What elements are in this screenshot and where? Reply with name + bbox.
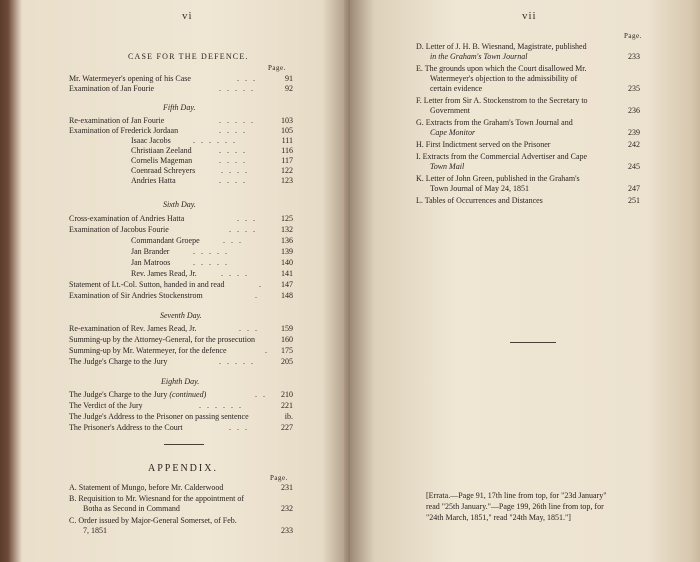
day-heading: Seventh Day. xyxy=(160,311,202,320)
appendix-entry-text: K. Letter of John Green, published in the Graham's xyxy=(416,174,580,183)
toc-entry-text: Commandant Groepe xyxy=(131,236,200,245)
toc-entry-text: Statement of Lt.-Col. Sutton, handed in and read xyxy=(69,280,225,289)
toc-entry-text: Mr. Watermeyer's opening of his Case xyxy=(69,74,191,83)
toc-entry-page: 116 xyxy=(281,146,293,155)
section-divider xyxy=(164,444,204,445)
toc-entry-text: Re-examination of Jan Fourie xyxy=(69,116,165,125)
toc-entry-page: 117 xyxy=(281,156,293,165)
page-number-right: vii xyxy=(522,10,537,22)
appendix-entry-page: 251 xyxy=(628,196,640,205)
toc-entry-text: Rev. James Read, Jr. xyxy=(131,269,197,278)
toc-entry-text: Examination of Sir Andries Stockenstrom xyxy=(69,291,203,300)
appendix-entry-text: Watermeyer's objection to the admissibility of xyxy=(430,74,578,83)
errata-note xyxy=(426,490,680,523)
left-page: vi CASE FOR THE DEFENCE. Page. Mr. Watermeyer's opening of his Case ... 91 Examination of Jan Fourie ..... 92 Fifth Day. Re-examination of Jan Fourie ..... 103 Examination of Frederick Jordaan .... 105 Isaac Jacobs ...... 111 Christiaan Zeeland .... 116 Cornelis Mageman .... 117 Coenraad Schreyers .... 122 Andries Hatta .... 123 Sixth Day. Cross-examination of Andries Hatta ... 125 Examination of Jacobus Fourie .... 132 Commandant Groepe ... 136 Jan Brander ..... 139 Jan Matroos ..... 140 Rev. James Read, Jr. .... 141 Statement of Lt.-Col. Sutton, handed in and read . 147 Examination of Sir Andries Stockenstrom . 148 Seventh Day. Re-examination of Rev. James Read, Jr. ... 159 Summing-up by the Attorney-General, for the prosecution 160 Summing-up by Mr. Watermeyer, for the defence . 175 The Judge's Charge to the Jury ..... 205 Eighth Day. The Judge's Charge to the Jury (continued) .. 210 The Verdict of the Jury ...... 221 The Judge's Address to the Prisoner on passing sentence ib. The Prisoner's Address to the Court ... 227 APPENDIX. Page. A. Statement of Mungo, before Mr. Calderwood 231 B. Requisition to Mr. Wiesnand for the appointment of Botha as Second in Command 232 C. Order issued by Major-General Somerset, of Feb. 7, 1851 233 xyxy=(0,0,350,562)
toc-entry-text: Jan Matroos xyxy=(131,258,171,267)
toc-entry-page: 140 xyxy=(281,258,293,267)
appendix-entry-text: Town Mail xyxy=(430,162,465,171)
day-heading: Eighth Day. xyxy=(161,377,200,386)
appendix-entry-text: D. Letter of J. H. B. Wiesnand, Magistrate, published xyxy=(416,42,587,51)
appendix-entry-page: 233 xyxy=(281,526,293,535)
toc-entry-page: ib. xyxy=(284,412,293,421)
day-heading: Sixth Day. xyxy=(163,200,196,209)
appendix-entry xyxy=(69,494,293,514)
appendix-entry xyxy=(416,64,640,94)
appendix-entry-page: 239 xyxy=(628,128,640,137)
appendix-entry-text: Town Journal of May 24, 1851 xyxy=(430,184,529,193)
toc-entry-page: 160 xyxy=(281,335,293,344)
toc-entry-page: 141 xyxy=(281,269,293,278)
appendix-entry xyxy=(416,42,640,62)
toc-entry-page: 148 xyxy=(281,291,293,300)
toc-entry-page: 122 xyxy=(281,166,293,175)
appendix-title: APPENDIX. xyxy=(148,463,218,474)
errata-line: read "25th January."—Page 199, 26th line from top, for xyxy=(426,502,604,511)
toc-entry-text: Re-examination of Rev. James Read, Jr. xyxy=(69,324,197,333)
toc-entry-page: 210 xyxy=(281,390,293,399)
day-heading: Fifth Day. xyxy=(163,103,196,112)
toc-entry-page: 125 xyxy=(281,214,293,223)
appendix-entry-text: I. Extracts from the Commercial Advertiser and Cape xyxy=(416,152,588,161)
appendix-entry-text: B. Requisition to Mr. Wiesnand for the appointment of xyxy=(69,494,245,503)
toc-entry-page: 147 xyxy=(281,280,293,289)
toc-entry-page: 105 xyxy=(281,126,293,135)
appendix-entry-page: 232 xyxy=(281,504,293,513)
appendix-entry-text: A. Statement of Mungo, before Mr. Calderwood xyxy=(69,483,224,492)
toc-entry-text: Isaac Jacobs xyxy=(131,136,171,145)
toc-entry-text: The Verdict of the Jury xyxy=(69,401,143,410)
toc-entry-text: Summing-up by the Attorney-General, for the prosecution xyxy=(69,335,255,344)
appendix-entry xyxy=(416,196,640,206)
toc-entry-text: The Prisoner's Address to the Court xyxy=(69,423,183,432)
toc-entry-text: Jan Brander xyxy=(131,247,170,256)
appendix-entry xyxy=(416,96,640,116)
toc-entry-text: Examination of Frederick Jordaan xyxy=(69,126,179,135)
appendix-entry xyxy=(416,118,640,138)
toc-entry-page: 136 xyxy=(281,236,293,245)
toc-entry-text: The Judge's Charge to the Jury (continued) xyxy=(69,390,207,399)
appendix-entry xyxy=(69,483,293,493)
appendix-entry-text: G. Extracts from the Graham's Town Journal and xyxy=(416,118,573,127)
appendix-entry-page: 231 xyxy=(281,483,293,492)
section-title: CASE FOR THE DEFENCE. xyxy=(128,52,249,61)
page-column-heading: Page. xyxy=(624,32,642,40)
toc-entry-page: 132 xyxy=(281,225,293,234)
appendix-entry-text: F. Letter from Sir A. Stockenstrom to the Secretary to xyxy=(416,96,588,105)
toc-entry-page: 92 xyxy=(285,84,293,93)
toc-entry-page: 103 xyxy=(281,116,293,125)
appendix-entry-page: 247 xyxy=(628,184,640,193)
appendix-entry-text: L. Tables of Occurrences and Distances xyxy=(416,196,543,205)
appendix-entry-text: certain evidence xyxy=(430,84,483,93)
toc-entry-text: Christiaan Zeeland xyxy=(131,146,192,155)
appendix-entry xyxy=(416,140,640,150)
toc-entry-page: 123 xyxy=(281,176,293,185)
toc-entry-page: 205 xyxy=(281,357,293,366)
toc-entry-page: 111 xyxy=(281,136,293,145)
appendix-entry-text: E. The grounds upon which the Court disallowed Mr. xyxy=(416,64,587,73)
appendix-entry-page: 235 xyxy=(628,84,640,93)
appendix-entry-text: Cape Monitor xyxy=(430,128,476,137)
toc-entry-page: 227 xyxy=(281,423,293,432)
toc-entry-text: Coenraad Schreyers xyxy=(131,166,196,175)
appendix-entry-page: 242 xyxy=(628,140,640,149)
right-page xyxy=(350,0,700,562)
appendix-entry-page: 236 xyxy=(628,106,640,115)
appendix-entry-text: Government xyxy=(430,106,470,115)
toc-entry-text: The Judge's Charge to the Jury xyxy=(69,357,168,366)
errata-line: [Errata.—Page 91, 17th line from top, for "23d January" xyxy=(426,491,607,500)
page-column-heading: Page. xyxy=(268,64,286,72)
appendix-entry xyxy=(416,174,640,194)
toc-entry-text: Summing-up by Mr. Watermeyer, for the defence xyxy=(69,346,227,355)
appendix-entry xyxy=(69,516,293,536)
toc-entry-page: 175 xyxy=(281,346,293,355)
appendix-entry xyxy=(416,152,640,172)
toc-entry-text: Cornelis Mageman xyxy=(131,156,193,165)
appendix-entry-text: 7, 1851 xyxy=(83,526,107,535)
appendix-entry-text: C. Order issued by Major-General Somerset, of Feb. xyxy=(69,516,237,525)
toc-entry-page: 159 xyxy=(281,324,293,333)
toc-entry-text: Andries Hatta xyxy=(131,176,176,185)
appendix-entry-page: 245 xyxy=(628,162,640,171)
appendix-entry-page: 233 xyxy=(628,52,640,61)
appendix-entry-text: Botha as Second in Command xyxy=(83,504,180,513)
toc-entry-text: The Judge's Address to the Prisoner on passing sentence xyxy=(69,412,249,421)
toc-entry-text: Cross-examination of Andries Hatta xyxy=(69,214,185,223)
section-divider xyxy=(510,342,556,343)
appendix-entry-text: in the Graham's Town Journal xyxy=(430,52,528,61)
appendix-entry-text: H. First Indictment served on the Prisoner xyxy=(416,140,551,149)
toc-entry-text: Examination of Jan Fourie xyxy=(69,84,155,93)
toc-entry-page: 221 xyxy=(281,401,293,410)
errata-line: "24th March, 1851," read "24th May, 1851."] xyxy=(426,513,571,522)
page-column-heading: Page. xyxy=(270,474,288,482)
page-number-left: vi xyxy=(182,10,193,22)
toc-entry-text: Examination of Jacobus Fourie xyxy=(69,225,169,234)
toc-entry-page: 139 xyxy=(281,247,293,256)
toc-entry-page: 91 xyxy=(285,74,293,83)
